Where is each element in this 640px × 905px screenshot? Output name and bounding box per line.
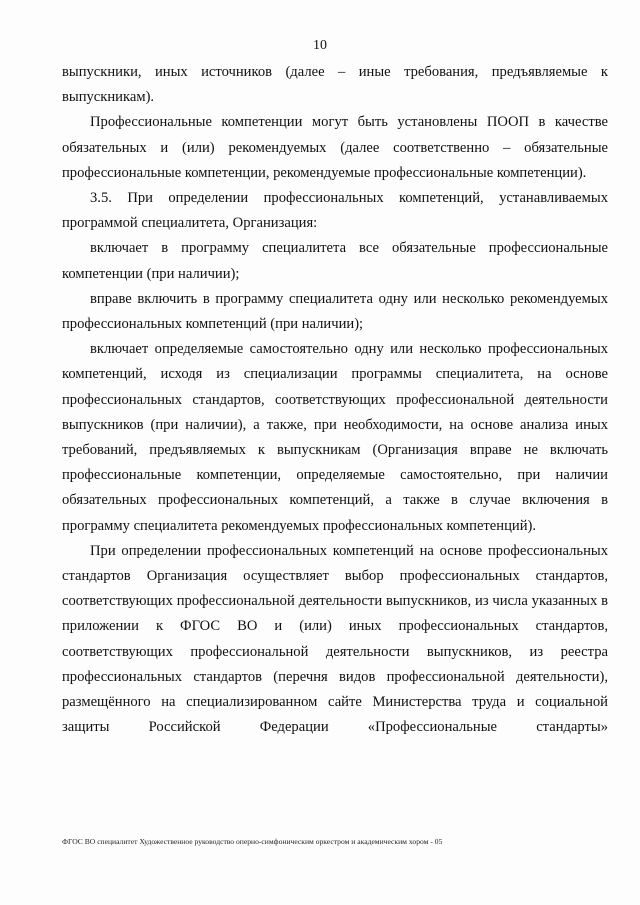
page-number: 10 — [313, 38, 327, 53]
document-body — [62, 60, 608, 740]
paragraph-continuation: выпускники, иных источников (далее – иные требования, предъявляемые к выпускникам). — [62, 64, 608, 106]
paragraph-includes-self-defined: включает определяемые самостоятельно одну или несколько профессиональных компетенций, исходя из специализации программы специалитета, на основе профессиональных стандартов, соответствующих профессиональной деятельности выпускников (при наличии), а также, при необходимости, на основе анализа иных требований, предъявляемых к выпускникам (Организация вправе не включать профессиональные компетенции, определяемые самостоятельно, при наличии обязательных профессиональных компетенций, а также в случае включения в программу специалитета рекомендуемых профессиональных компетенций). — [62, 341, 608, 534]
paragraph-may-include-recommended: вправе включить в программу специалитета одну или несколько рекомендуемых профессиональных компетенций (при наличии); — [62, 290, 608, 333]
paragraph-professional-competencies: Профессиональные компетенции могут быть установлены ПООП в качестве обязательных и (или) рекомендуемых (далее соответственно – обязательные профессиональные компетенции, рекомендуемые профессиональные компетенции). — [62, 114, 608, 181]
page-footer: ФГОС ВО специалитет Художественное руководство оперно-симфоническим оркестром и академическим хором - 05 — [62, 837, 443, 846]
paragraph-professional-standards: При определении профессиональных компетенций на основе профессиональных стандартов Организация осуществляет выбор профессиональных стандартов, соответствующих профессиональной деятельности выпускников, из числа указанных в приложении к ФГОС ВО и (или) иных профессиональных стандартов, соответствующих профессиональной деятельности выпускников, из реестра профессиональных стандартов (перечня видов профессиональной деятельности), размещённого на специализированном сайте Министерства труда и социальной защиты Российской Федерации «Профессиональные стандарты» — [62, 542, 608, 736]
paragraph-includes-mandatory: включает в программу специалитета все обязательные профессиональные компетенции (при наличии); — [62, 240, 608, 282]
paragraph-section-3-5: 3.5. При определении профессиональных компетенций, устанавливаемых программой специалитета, Организация: — [62, 190, 608, 232]
